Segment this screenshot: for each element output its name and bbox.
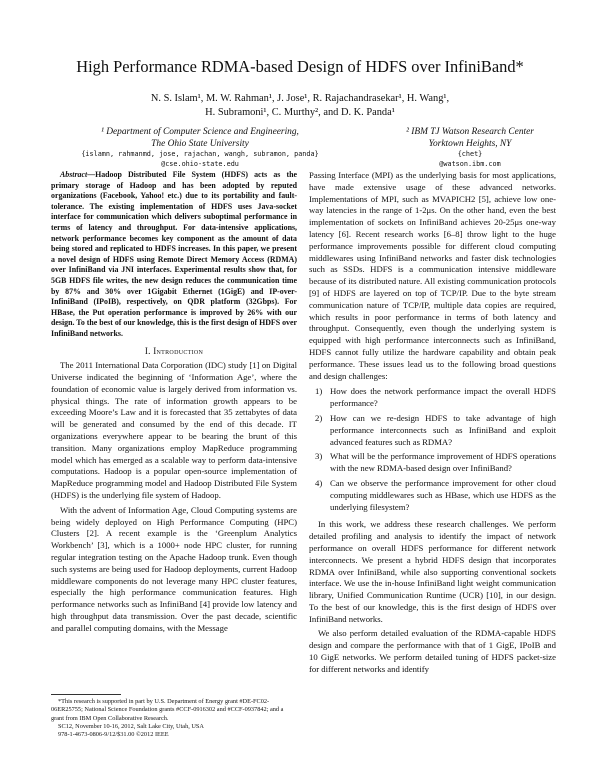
abstract — [51, 170, 297, 340]
affiliation-ibm-domain: @watson.ibm.com — [439, 159, 501, 168]
footnote — [51, 694, 297, 739]
abstract-text: —Hadoop Distributed File System (HDFS) acts as the primary storage of Hadoop and has been adopted by reputed organizations (Facebook, Yahoo! etc.) due to its portability and fault-tolerance. The existing implementation of HDFS uses Java-socket interface for communication which delivers suboptimal performance in terms of latency and throughput. For data-intensive applications, network performance becomes key component as the amount of data being stored and replicated to HDFS increases. In this paper, we present a novel design of HDFS using Remote Direct Memory Access (RDMA) over InfiniBand via JNI interfaces. Experimental results show that, for 5GB HDFS file writes, the new design reduces the communication time by 87% and 30% over 1Gigabit Ethernet (1GigE) and IP-over-InfiniBand (IPoIB), respectively, on QDR platform (32Gbps). For HBase, the Put operation performance is improved by 26% with our design. To the best of our knowledge, this is the first design of HDFS over InfiniBand networks. — [51, 170, 297, 338]
section-title: Introduction — [153, 345, 204, 356]
affiliation-osu — [40, 126, 360, 169]
list-item-number: 4) — [315, 477, 323, 488]
list-item — [309, 386, 556, 410]
section-number: I. — [144, 345, 151, 356]
footnote-copyright: 978-1-4673-0806-9/12/$31.00 ©2012 IEEE — [58, 731, 169, 739]
author-list — [0, 92, 600, 120]
paragraph: In this work, we address these research challenges. We perform detailed profiling and analysis to identify the impact of network performance on overall HDFS performance for different network interconnects. We present a hybrid HDFS design that incorporates RDMA over InfiniBand, while also supporting conventional sockets interface. We use the in-house InfiniBand light weight communication library, Unified Communication Runtime (UCR) [10], in our design. To the best of our knowledge, this is the first design of HDFS over InfiniBand networks. — [309, 519, 556, 624]
list-item-text: Can we observe the performance improvement for other cloud computing middlewares such as HBase, which use HDFS as the underlying filesystem? — [330, 477, 556, 512]
affiliation-osu-domain: @cse.ohio-state.edu — [161, 159, 239, 168]
list-item — [309, 478, 556, 513]
list-item — [309, 413, 556, 448]
affiliation-osu-dept: ¹ Department of Computer Science and Engineering, — [101, 127, 299, 137]
author-line-1: N. S. Islam¹, M. W. Rahman¹, J. Jose¹, R. Rajachandrasekar¹, H. Wang¹, — [150, 93, 450, 104]
section-heading — [51, 346, 297, 358]
paragraph: With the advent of Information Age, Cloud Computing systems are being widely deployed on High Performance Computing (HPC) Clusters [2]. A recent example is the ‘Greenplum Analytics Workbench’ [3], which is a 1000+ node HPC cluster, for running regular integration testing on the Apache Hadoop trunk. Even though such systems are being used for Hadoop deployments, current Hadoop middleware components do not leverage many HPC cluster features, especially the high performance communication features. High performance networks such as InfiniBand [4] provide low latency and high throughput data transmission. Over the past decade, scientific and parallel computing domains, with the Message — [51, 504, 297, 633]
list-item-text: How can we re-design HDFS to take advantage of high performance interconnects such as InfiniBand and exploit advanced features such as RDMA? — [330, 412, 556, 447]
affiliation-osu-emails: {islamn, rahmanmd, jose, rajachan, wangh, subramon, panda} — [81, 150, 319, 158]
list-item-number: 1) — [315, 386, 323, 397]
list-item-text: What will be the performance improvement of HDFS operations with the new RDMA-based design over InfiniBand? — [330, 451, 556, 474]
research-questions-list — [309, 386, 556, 513]
paragraph: The 2011 International Data Corporation (IDC) study [1] on Digital Universe indicated the beginning of ‘Information Age’, where the foundation of economic value is largely derived from information vs. physical things. The rate of information growth appears to be exceeding Moore’s Law and it is forecasted that 35 zettabytes of data will be generated and consumed by the end of this decade. IT organizations everywhere appear to be bearing the brunt of this transition. Many organizations employ MapReduce programming model which has emerged as a scalable way to perform data-intensive computations. Hadoop is a popular open-source implementation of MapReduce programming model and Hadoop Distributed File System (HDFS) is the underlying file system of Hadoop. — [51, 360, 297, 501]
paragraph: Passing Interface (MPI) as the underlying basis for most applications, have made extensive usage of these advanced networks. Implementations of MPI, such as MVAPICH2 [5], achieve low one-way latencies in the range of 1-2μs. On the other hand, even the best implementation of sockets on InfiniBand achieves 20-25μs one-way latency [6]. Recent research works [6–8] throw light to the huge performance improvements possible for different cloud computing middlewares using InfiniBand networks and faster disk technologies such as SSDs. HDFS is a communication intensive middleware because of its distributed nature. All existing communication protocols [9] of HDFS are layered on top of TCP/IP. Due to the byte stream communication nature of TCP/IP, multiple data copies are required, which results in poor performance in terms of both latency and throughput. Consequently, even though the underlying system is equipped with high performance interconnects such as InfiniBand, HDFS cannot fully utilize the hardware capability and obtain peak performance. These issues lead us to the following broad questions and design challenges: — [309, 170, 556, 381]
footnote-rule — [51, 694, 121, 695]
paragraph: We also perform detailed evaluation of the RDMA-capable HDFS design and compare the performance with that of 1 GigE, IPoIB and 10 GigE networks. We perform detailed tuning of HDFS packet-size for different networks and identify — [309, 628, 556, 674]
list-item-number: 2) — [315, 412, 323, 423]
author-line-2: H. Subramoni¹, C. Murthy², and D. K. Panda¹ — [205, 107, 395, 118]
footnote-funding: *This research is supported in part by U.S. Department of Energy grant #DE-FC02-06ER25755; National Science Foundation grants #CCF-0916302 and #CCF-0937842; and a grant from IBM Open Collaborative Research. — [51, 698, 284, 722]
affiliation-ibm-name: ² IBM TJ Watson Research Center — [406, 127, 534, 137]
list-item — [309, 451, 556, 475]
right-column — [309, 170, 556, 679]
abstract-label: Abstract — [60, 170, 88, 179]
affiliation-ibm-location: Yorktown Heights, NY — [428, 139, 512, 149]
affiliation-ibm — [352, 126, 588, 169]
left-column — [51, 170, 297, 638]
paper-title: High Performance RDMA-based Design of HDFS over InfiniBand* — [76, 57, 524, 76]
footnote-conference: SC12, November 10-16, 2012, Salt Lake City, Utah, USA — [58, 722, 204, 730]
affiliation-ibm-emails: {chet} — [457, 150, 483, 158]
list-item-text: How does the network performance impact the overall HDFS performance? — [330, 386, 556, 409]
list-item-number: 3) — [315, 451, 323, 462]
affiliation-osu-univ: The Ohio State University — [151, 139, 249, 149]
